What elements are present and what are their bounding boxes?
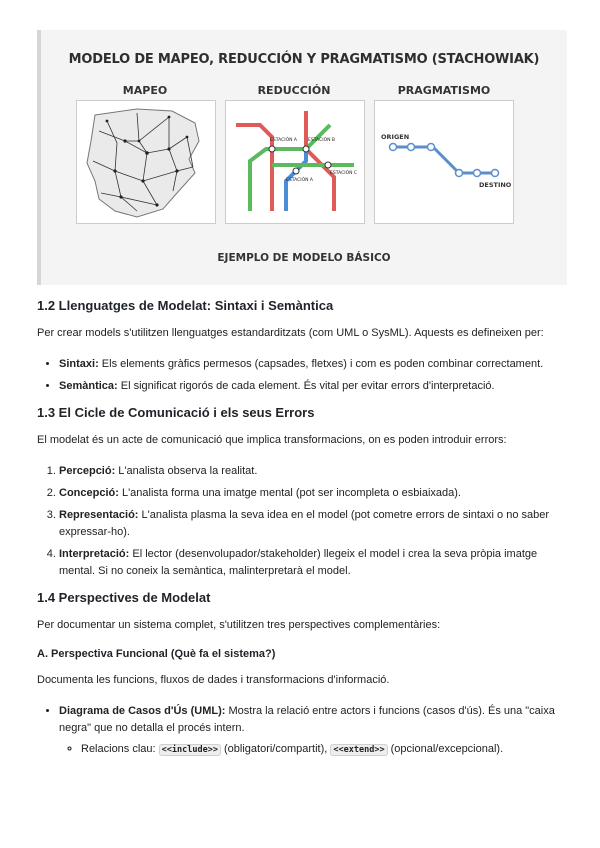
subsection-functional-intro: Documenta les funcions, fluxos de dades i transformacions d'informació. (37, 674, 390, 686)
extend-code: <<extend>> (330, 744, 387, 756)
station-a-marker (269, 146, 275, 152)
figure-title: MODELO DE MAPEO, REDUCCIÓN Y PRAGMATISMO (STACHOWIAK) (68, 52, 540, 67)
list-item: • Diagrama de Casos d'Ús (UML): Mostra la relació entre actors i funcions (casos d'ús). És una "caixa negra" que no detalla el procés intern. ◦ Relacions clau: <<include>> (obligatori/compartit), <<extend>> (opcional/excepcional). (59, 703, 567, 759)
functional-list (37, 703, 567, 759)
station-b-marker (303, 146, 309, 152)
list-item: ◦ Relacions clau: <<include>> (obligatori/compartit), <<extend>> (opcional/excepcional). (81, 741, 567, 759)
panel-label-pragmatismo: PRAGMATISMO (397, 84, 491, 97)
list-item: 1. Percepció: L'analista observa la realitat. (59, 463, 567, 480)
subsection-heading-functional: A. Perspectiva Funcional (Què fa el sistema?) (37, 648, 276, 660)
list-item: 2. Concepció: L'analista forma una imatge mental (pot ser incompleta o esbiaixada). (59, 485, 567, 502)
section-heading-1-3: 1.3 El Cicle de Comunicació i els seus Errors (37, 405, 315, 420)
metro-diagram (226, 101, 364, 223)
include-code: <<include>> (159, 744, 221, 756)
station-c-marker (325, 162, 331, 168)
origin-label: ORIGEN (381, 133, 410, 141)
panel-label-reduccion: REDUCCIÓN (257, 84, 331, 97)
relations-sublist (59, 741, 567, 759)
station-a2-marker (293, 168, 299, 174)
figure-caption: EJEMPLO DE MODELO BÁSICO (217, 252, 391, 264)
station-label: ESTACIÓN A (286, 178, 313, 183)
route-line (393, 147, 495, 173)
section-1-4-intro: Per documentar un sistema complet, s'utilitzen tres perspectives complementàries: (37, 619, 441, 631)
panel-label-mapeo: MAPEO (122, 84, 168, 97)
destination-label: DESTINO (479, 181, 512, 189)
section-heading-1-2: 1.2 Llenguatges de Modelat: Sintaxi i Semàntica (37, 298, 334, 313)
list-item: • Sintaxi: Els elements gràfics permesos (capsades, fletxes) i com es poden combinar correctament. (59, 356, 567, 373)
station-label: ESTACIÓN B (308, 138, 335, 143)
section-heading-1-4: 1.4 Perspectives de Modelat (37, 590, 211, 605)
language-aspects-list (37, 356, 567, 395)
communication-cycle-list (37, 463, 567, 580)
document-body (37, 298, 567, 769)
section-1-3-intro: El modelat és un acte de comunicació que implica transformacions, on es poden introduir errors: (37, 434, 507, 446)
stachowiak-figure (37, 30, 567, 285)
red-line (236, 125, 272, 211)
list-item: • Semàntica: El significat rigorós de cada element. És vital per evitar errors d'interpretació. (59, 378, 567, 395)
route-diagram (375, 101, 513, 223)
reduction-panel (225, 100, 365, 224)
station-label: ESTACIÓN A (270, 138, 297, 143)
station-label: ESTACIÓN C (330, 171, 358, 176)
list-item: 4. Interpretació: El lector (desenvolupador/stakeholder) llegeix el model i crea la seva pròpia imatge mental. Si no coneix la semàntica, malinterpretarà el model. (59, 546, 567, 580)
pragmatism-panel (374, 100, 514, 224)
map-panel (76, 100, 216, 224)
iberia-map-image (77, 101, 215, 223)
list-item: 3. Representació: L'analista plasma la seva idea en el model (pot cometre errors de sintaxi o no saber expressar-ho). (59, 507, 567, 541)
section-1-2-intro: Per crear models s'utilitzen llenguatges estandarditzats (com UML o SysML). Aquests es defineixen per: (37, 327, 544, 339)
